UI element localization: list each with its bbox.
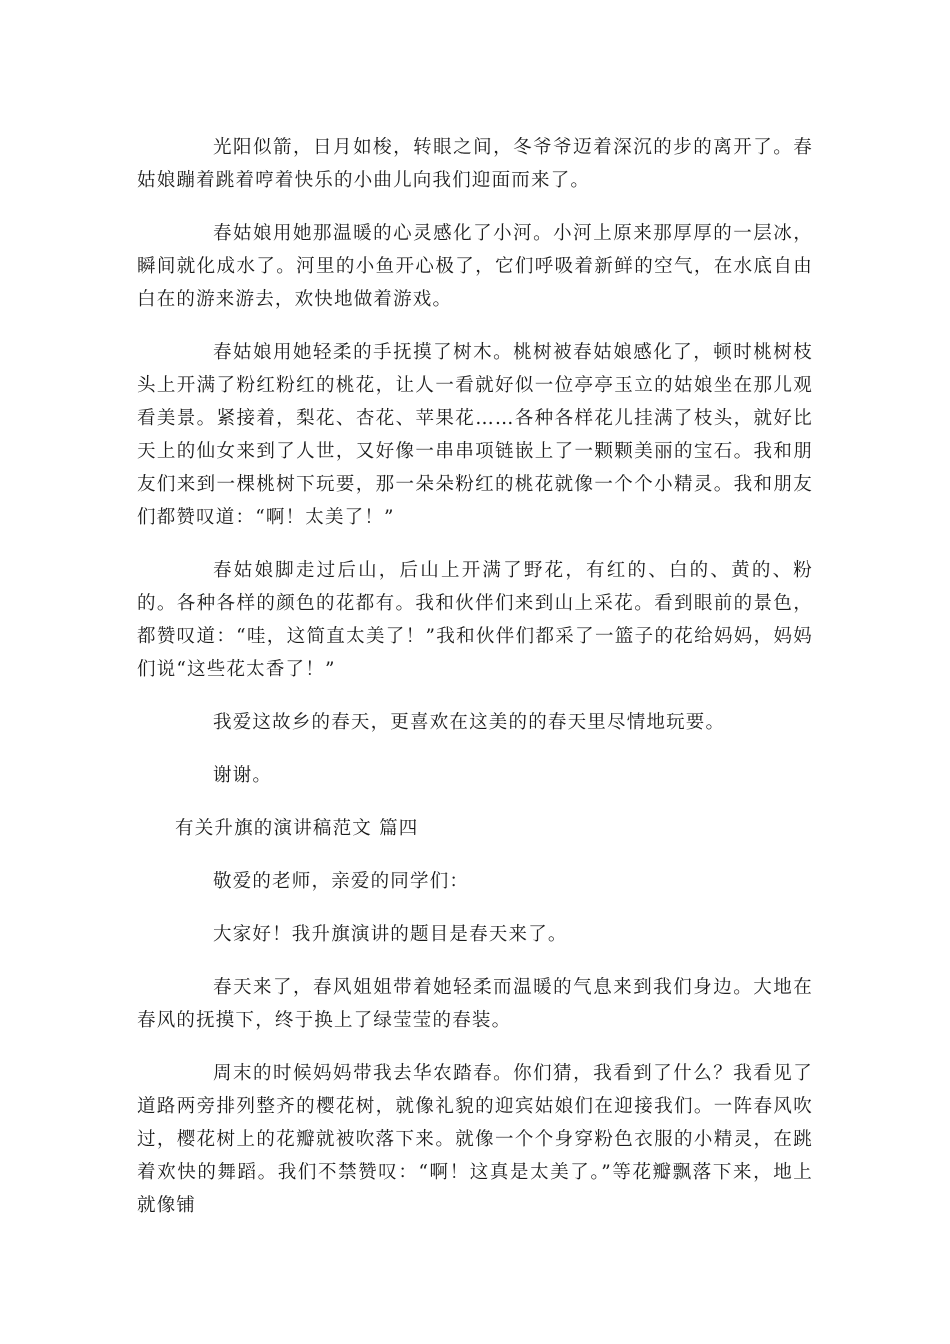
paragraph-topic: 大家好！我升旗演讲的题目是春天来了。 — [213, 924, 568, 945]
paragraph-weekend: 周末的时候妈妈带我去华农踏春。你们猜，我看到了什么？我看见了道路两旁排列整齐的樱花树，就像礼貌的迎宾姑娘们在迎接我们。一阵春风吹过，樱花树上的花瓣就被吹落下来。就像一个个身穿粉色衣服的小精灵，在跳着欢快的舞蹈。我们不禁赞叹：“啊！这真是太美了。”等花瓣飘落下来，地上就像铺 — [137, 1063, 813, 1216]
paragraph-trees: 春姑娘用她轻柔的手抚摸了树木。桃树被春姑娘感化了，顿时桃树枝头上开满了粉红粉红的桃花，让人一看就好似一位亭亭玉立的姑娘坐在那儿观看美景。紧接着，梨花、杏花、苹果花……各种各样花儿挂满了枝头，就好比天上的仙女来到了人世，又好像一串串项链嵌上了一颗颗美丽的宝石。我和朋友们来到一棵桃树下玩要，那一朵朵粉红的桃花就像一个个小精灵。我和朋友们都赞叹道：“啊！太美了！” — [137, 342, 813, 528]
paragraph-spring-breeze: 春天来了，春风姐姐带着她轻柔而温暖的气息来到我们身边。大地在春风的抚摸下，终于换上了绿莹莹的春装。 — [137, 977, 813, 1031]
paragraph-greeting: 敬爱的老师，亲爱的同学们： — [213, 871, 470, 892]
paragraph-thanks: 谢谢。 — [213, 765, 273, 786]
paragraph-time-flies: 光阳似箭，日月如梭，转眼之间，冬爷爷迈着深沉的步的离开了。春姑娘蹦着跳着哼着快乐的小曲儿向我们迎面而来了。 — [137, 137, 813, 191]
paragraph-love-spring: 我爱这故乡的春天，更喜欢在这美的的春天里尽情地玩要。 — [213, 712, 726, 733]
paragraph-river: 春姑娘用她那温暖的心灵感化了小河。小河上原来那厚厚的一层冰，瞬间就化成水了。河里的小鱼开心极了，它们呼吸着新鲜的空气，在水底自由白在的游来游去，欢快地做着游戏。 — [137, 223, 813, 310]
section-heading: 有关升旗的演讲稿范文 篇四 — [175, 818, 419, 839]
document-body — [137, 131, 813, 1242]
paragraph-hills: 春姑娘脚走过后山，后山上开满了野花，有红的、白的、黄的、粉的。各种各样的颜色的花都有。我和伙伴们来到山上采花。看到眼前的景色，都赞叹道：“哇，这简直太美了！”我和伙伴们都采了一篮子的花给妈妈，妈妈们说“这些花太香了！” — [137, 560, 813, 680]
